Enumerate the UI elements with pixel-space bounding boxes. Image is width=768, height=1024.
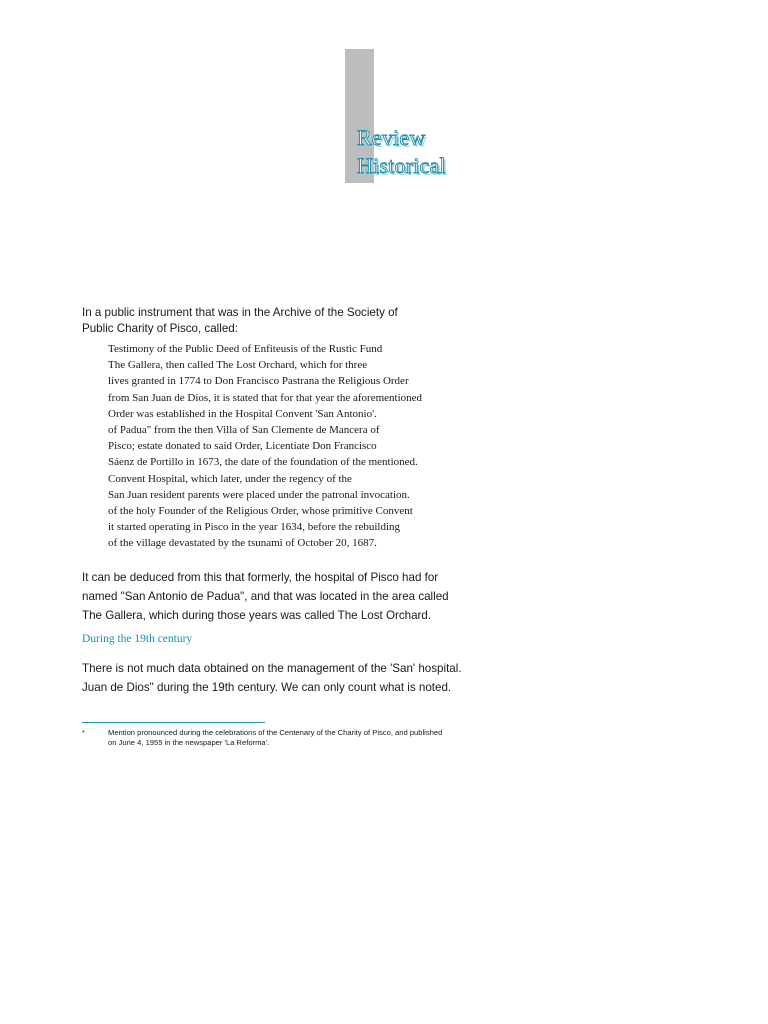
quote-line: it started operating in Pisco in the year 1634, before the rebuilding [108, 521, 401, 534]
intro-paragraph [82, 305, 459, 337]
intro-line: In a public instrument that was in the Archive of the Society of [82, 306, 398, 319]
footnote-marker: * [82, 730, 85, 737]
deduction-line: The Gallera, which during those years was called The Lost Orchard. [82, 609, 432, 622]
quote-line: Sáenz de Portillo in 1673, the date of the foundation of the mentioned. [108, 456, 418, 469]
footnote-line: Mention pronounced during the celebrations of the Centenary of the Charity of Pisco, and published [108, 728, 443, 737]
quote-line: Convent Hospital, which later, under the regency of the [108, 472, 352, 485]
section-line: There is not much data obtained on the management of the 'San' hospital. [82, 662, 462, 675]
footnote-divider [82, 722, 265, 723]
heading-line-1: Review [357, 125, 426, 150]
quote-line: of the holy Founder of the Religious Order, whose primitive Convent [108, 505, 413, 518]
quote-line: Pisco; estate donated to said Order, Licentiate Don Francisco [108, 440, 377, 453]
deduction-line: named "San Antonio de Padua", and that was located in the area called [82, 590, 449, 603]
quoted-deed-block [108, 341, 458, 552]
page-heading [357, 124, 446, 180]
quote-line: of the village devastated by the tsunami of October 20, 1687. [108, 537, 377, 550]
section-line: Juan de Dios" during the 19th century. We can only count what is noted. [82, 681, 452, 694]
quote-line: of Padua" from the then Villa of San Clemente de Mancera of [108, 424, 380, 437]
intro-line: Public Charity of Pisco, called: [82, 322, 238, 335]
quote-line: from San Juan de Dios, it is stated that for that year the aforementioned [108, 391, 423, 404]
section-heading: During the 19th century [82, 633, 193, 645]
heading-line-2: Historical [357, 153, 446, 178]
deduction-line: It can be deduced from this that formerly, the hospital of Pisco had for [82, 571, 439, 584]
footnote-text [108, 728, 508, 748]
quote-line: Order was established in the Hospital Convent 'San Antonio'. [108, 407, 377, 420]
section-paragraph [82, 659, 462, 697]
quote-line: The Gallera, then called The Lost Orchard, which for three [108, 359, 368, 372]
deduction-paragraph [82, 568, 459, 625]
quote-line: lives granted in 1774 to Don Francisco Pastrana the Religious Order [108, 375, 409, 388]
quote-line: San Juan resident parents were placed under the patronal invocation. [108, 488, 410, 501]
quote-line: Testimony of the Public Deed of Enfiteusis of the Rustic Fund [108, 343, 383, 355]
footnote-line: on June 4, 1955 in the newspaper 'La Reforma'. [108, 738, 270, 747]
